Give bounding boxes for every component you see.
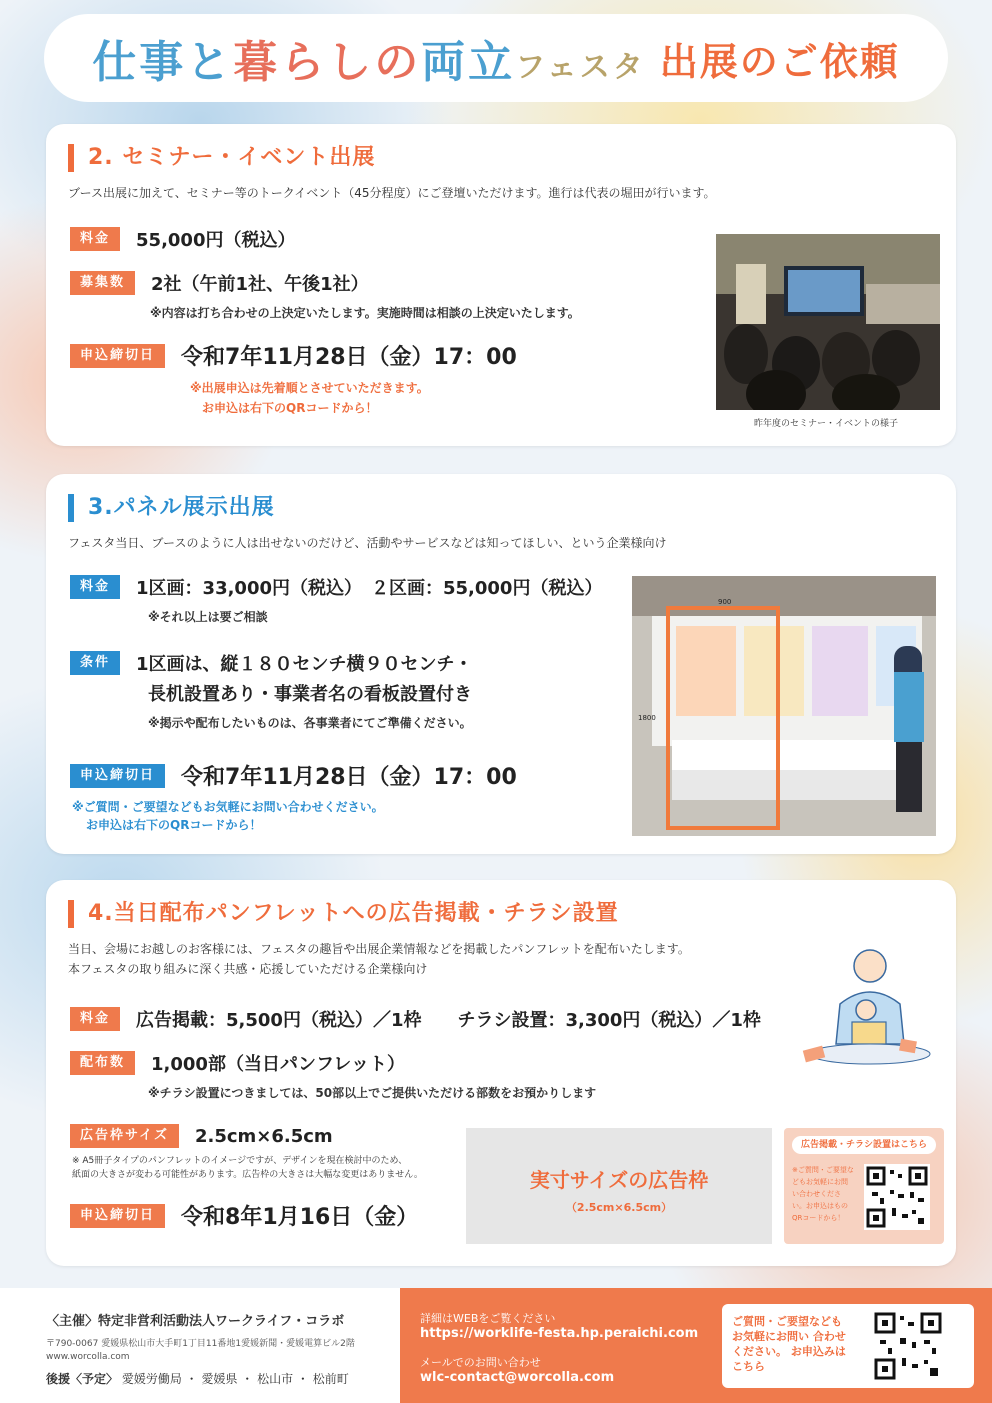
ad-deadline-row: [70, 1200, 418, 1231]
panel-heading: 3.パネル展示出展: [68, 494, 275, 522]
ad-description1: 当日、会場にお越しのお客様には、フェスタの趣旨や出展企業情報などを掲載したパンフレットを配布いたします。: [68, 942, 690, 956]
title-part-life: 暮らしの: [233, 37, 422, 88]
ad-card: [46, 880, 956, 1266]
ad-size-row: [70, 1124, 333, 1148]
panel-deadline-value: 令和7年11月28日（金）17：00: [181, 765, 517, 790]
ad-copies-badge: 配布数: [70, 1051, 135, 1075]
footer-organizer: 〈主催〉特定非営利活動法人ワークライフ・コラボ: [46, 1314, 345, 1329]
ad-fee-badge: 料金: [70, 1007, 120, 1031]
seminar-deadline-row: [70, 340, 517, 371]
ad-description2: 本フェスタの取り組みに深く共感・応援していただける企業様向け: [68, 962, 428, 976]
panel-cond-value1: 1区画は、縦１８０センチ横９０センチ・: [136, 654, 473, 675]
footer-mail-label: メールでのお問い合わせ: [420, 1356, 541, 1369]
seminar-fee-row: [70, 226, 295, 252]
actual-size-sub: （2.5cm×6.5cm）: [565, 1201, 673, 1214]
panel-dim-width: 900: [718, 598, 732, 606]
ad-size-value: 2.5cm×6.5cm: [194, 1125, 333, 1147]
footer-organizer-area: [0, 1288, 400, 1403]
panel-cond-note: ※掲示や配布したいものは、各事業者にてご準備ください。: [148, 716, 472, 730]
title-part-festa: フェスタ: [515, 50, 646, 85]
panel-photo: [632, 576, 936, 836]
footer-web-label: 詳細はWEBをご覧ください: [420, 1312, 556, 1325]
footer-support: [46, 1370, 349, 1387]
ad-size-badge: 広告枠サイズ: [70, 1124, 179, 1148]
panel-fee-note: ※それ以上は要ご相談: [148, 610, 268, 624]
ad-fee-value: 広告掲載：5,500円（税込）／1枠 チラシ設置：3,300円（税込）／1枠: [136, 1010, 761, 1031]
seminar-description: ブース出展に加えて、セミナー等のトークイベント（45分程度）にご登壇いただけます。進行は代表の堀田が行います。: [68, 186, 716, 200]
footer-support-label: 後援〈予定〉: [46, 1372, 119, 1386]
seminar-slots-note: ※内容は打ち合わせの上決定いたします。実施時間は相談の上決定いたします。: [150, 306, 580, 320]
footer: [0, 1288, 992, 1403]
actual-size-title: 実寸サイズの広告枠: [529, 1168, 709, 1192]
panel-contact-note1: ※ご質問・ご要望などもお気軽にお問い合わせください。: [72, 800, 384, 814]
ad-deadline-badge: 申込締切日: [70, 1204, 165, 1228]
seminar-deadline-value: 令和7年11月28日（金）17：00: [181, 345, 517, 370]
footer-qr-box: [722, 1304, 974, 1388]
ad-copies-value: 1,000部（当日パンフレット）: [151, 1054, 406, 1075]
panel-description: フェスタ当日、ブースのように人は出せないのだけど、活動やサービスなどは知ってほしい、という企業様向け: [68, 536, 667, 550]
seminar-heading: 2. セミナー・イベント出展: [68, 144, 375, 172]
footer-contact-area: [400, 1288, 992, 1403]
title-subtitle: 出展のご依頼: [659, 39, 900, 84]
seminar-slots-row: [70, 270, 369, 296]
seminar-deadline-note2: お申込は右下のQRコードから！: [202, 401, 378, 415]
ad-qr-head: 広告掲載・チラシ設置はこちら: [792, 1136, 936, 1154]
seminar-photo: [716, 234, 940, 410]
title-part-work: 仕事と: [92, 37, 234, 88]
title-part-balance: 両立: [421, 37, 516, 88]
ad-deadline-value: 令和8年1月16日（金）: [181, 1205, 419, 1230]
panel-fee-value: 1区画：33,000円（税込） ２区画：55,000円（税込）: [136, 578, 603, 599]
ad-size-note2: 紙面の大きさが変わる可能性があります。広告枠の大きさは大幅な変更はありません。: [72, 1170, 423, 1180]
seminar-fee-badge: 料金: [70, 227, 120, 251]
ad-qr-panel: [784, 1128, 944, 1244]
ad-qr-code-icon[interactable]: [864, 1164, 930, 1230]
parent-child-illustration: [800, 944, 940, 1074]
panel-cond-badge: 条件: [70, 651, 120, 675]
seminar-photo-caption: 昨年度のセミナー・イベントの様子: [754, 419, 899, 429]
panel-cond-row: [70, 650, 473, 676]
footer-qr-code-icon[interactable]: [872, 1310, 944, 1382]
seminar-fee-value: 55,000円（税込）: [136, 230, 296, 251]
panel-fee-row: [70, 574, 602, 600]
panel-dim-height: 1800: [638, 714, 656, 722]
footer-qr-text: ご質問・ご要望なども お気軽にお問い 合わせください。 お申込みはこちら: [732, 1315, 846, 1373]
seminar-slots-badge: 募集数: [70, 271, 135, 295]
ad-size-note1: ※ A5冊子タイプのパンフレットのイメージですが、デザインを現在検討中のため、: [72, 1156, 408, 1166]
ad-heading: 4.当日配布パンフレットへの広告掲載・チラシ設置: [68, 900, 619, 928]
panel-card: [46, 474, 956, 854]
footer-support-value: 愛媛労働局 ・ 愛媛県 ・ 松山市 ・ 松前町: [121, 1372, 349, 1386]
seminar-card: [46, 124, 956, 446]
panel-fee-badge: 料金: [70, 575, 120, 599]
ad-qr-text: ※ご質問・ご要望などもお気軽にお問い合わせください。お申込はものQRコードから！: [792, 1166, 854, 1222]
ad-copies-note: ※チラシ設置につきましては、50部以上でご提供いただける部数をお預かりします: [148, 1086, 597, 1100]
actual-size-ad-frame: [466, 1128, 772, 1244]
ad-fee-row: [70, 1006, 761, 1032]
seminar-slots-value: 2社（午前1社、午後1社）: [151, 274, 369, 295]
footer-mail-address[interactable]: wlc-contact@worcolla.com: [420, 1370, 615, 1385]
seminar-deadline-note1: ※出展申込は先着順とさせていただきます。: [190, 381, 429, 395]
panel-contact-note2: お申込は右下のQRコードから！: [86, 818, 262, 832]
panel-deadline-badge: 申込締切日: [70, 764, 165, 788]
panel-deadline-row: [70, 760, 517, 791]
footer-site[interactable]: www.worcolla.com: [46, 1352, 130, 1362]
festa-title: [92, 26, 646, 90]
title-bar: [44, 14, 948, 102]
panel-cond-value2: 長机設置あり・事業者名の看板設置付き: [148, 684, 472, 705]
footer-address: 〒790-0067 愛媛県松山市大手町1丁目11番地1愛媛新聞・愛媛電算ビル2階: [46, 1339, 355, 1349]
footer-web-url[interactable]: https://worklife-festa.hp.peraichi.com: [420, 1326, 699, 1341]
seminar-deadline-badge: 申込締切日: [70, 344, 165, 368]
ad-copies-row: [70, 1050, 405, 1076]
